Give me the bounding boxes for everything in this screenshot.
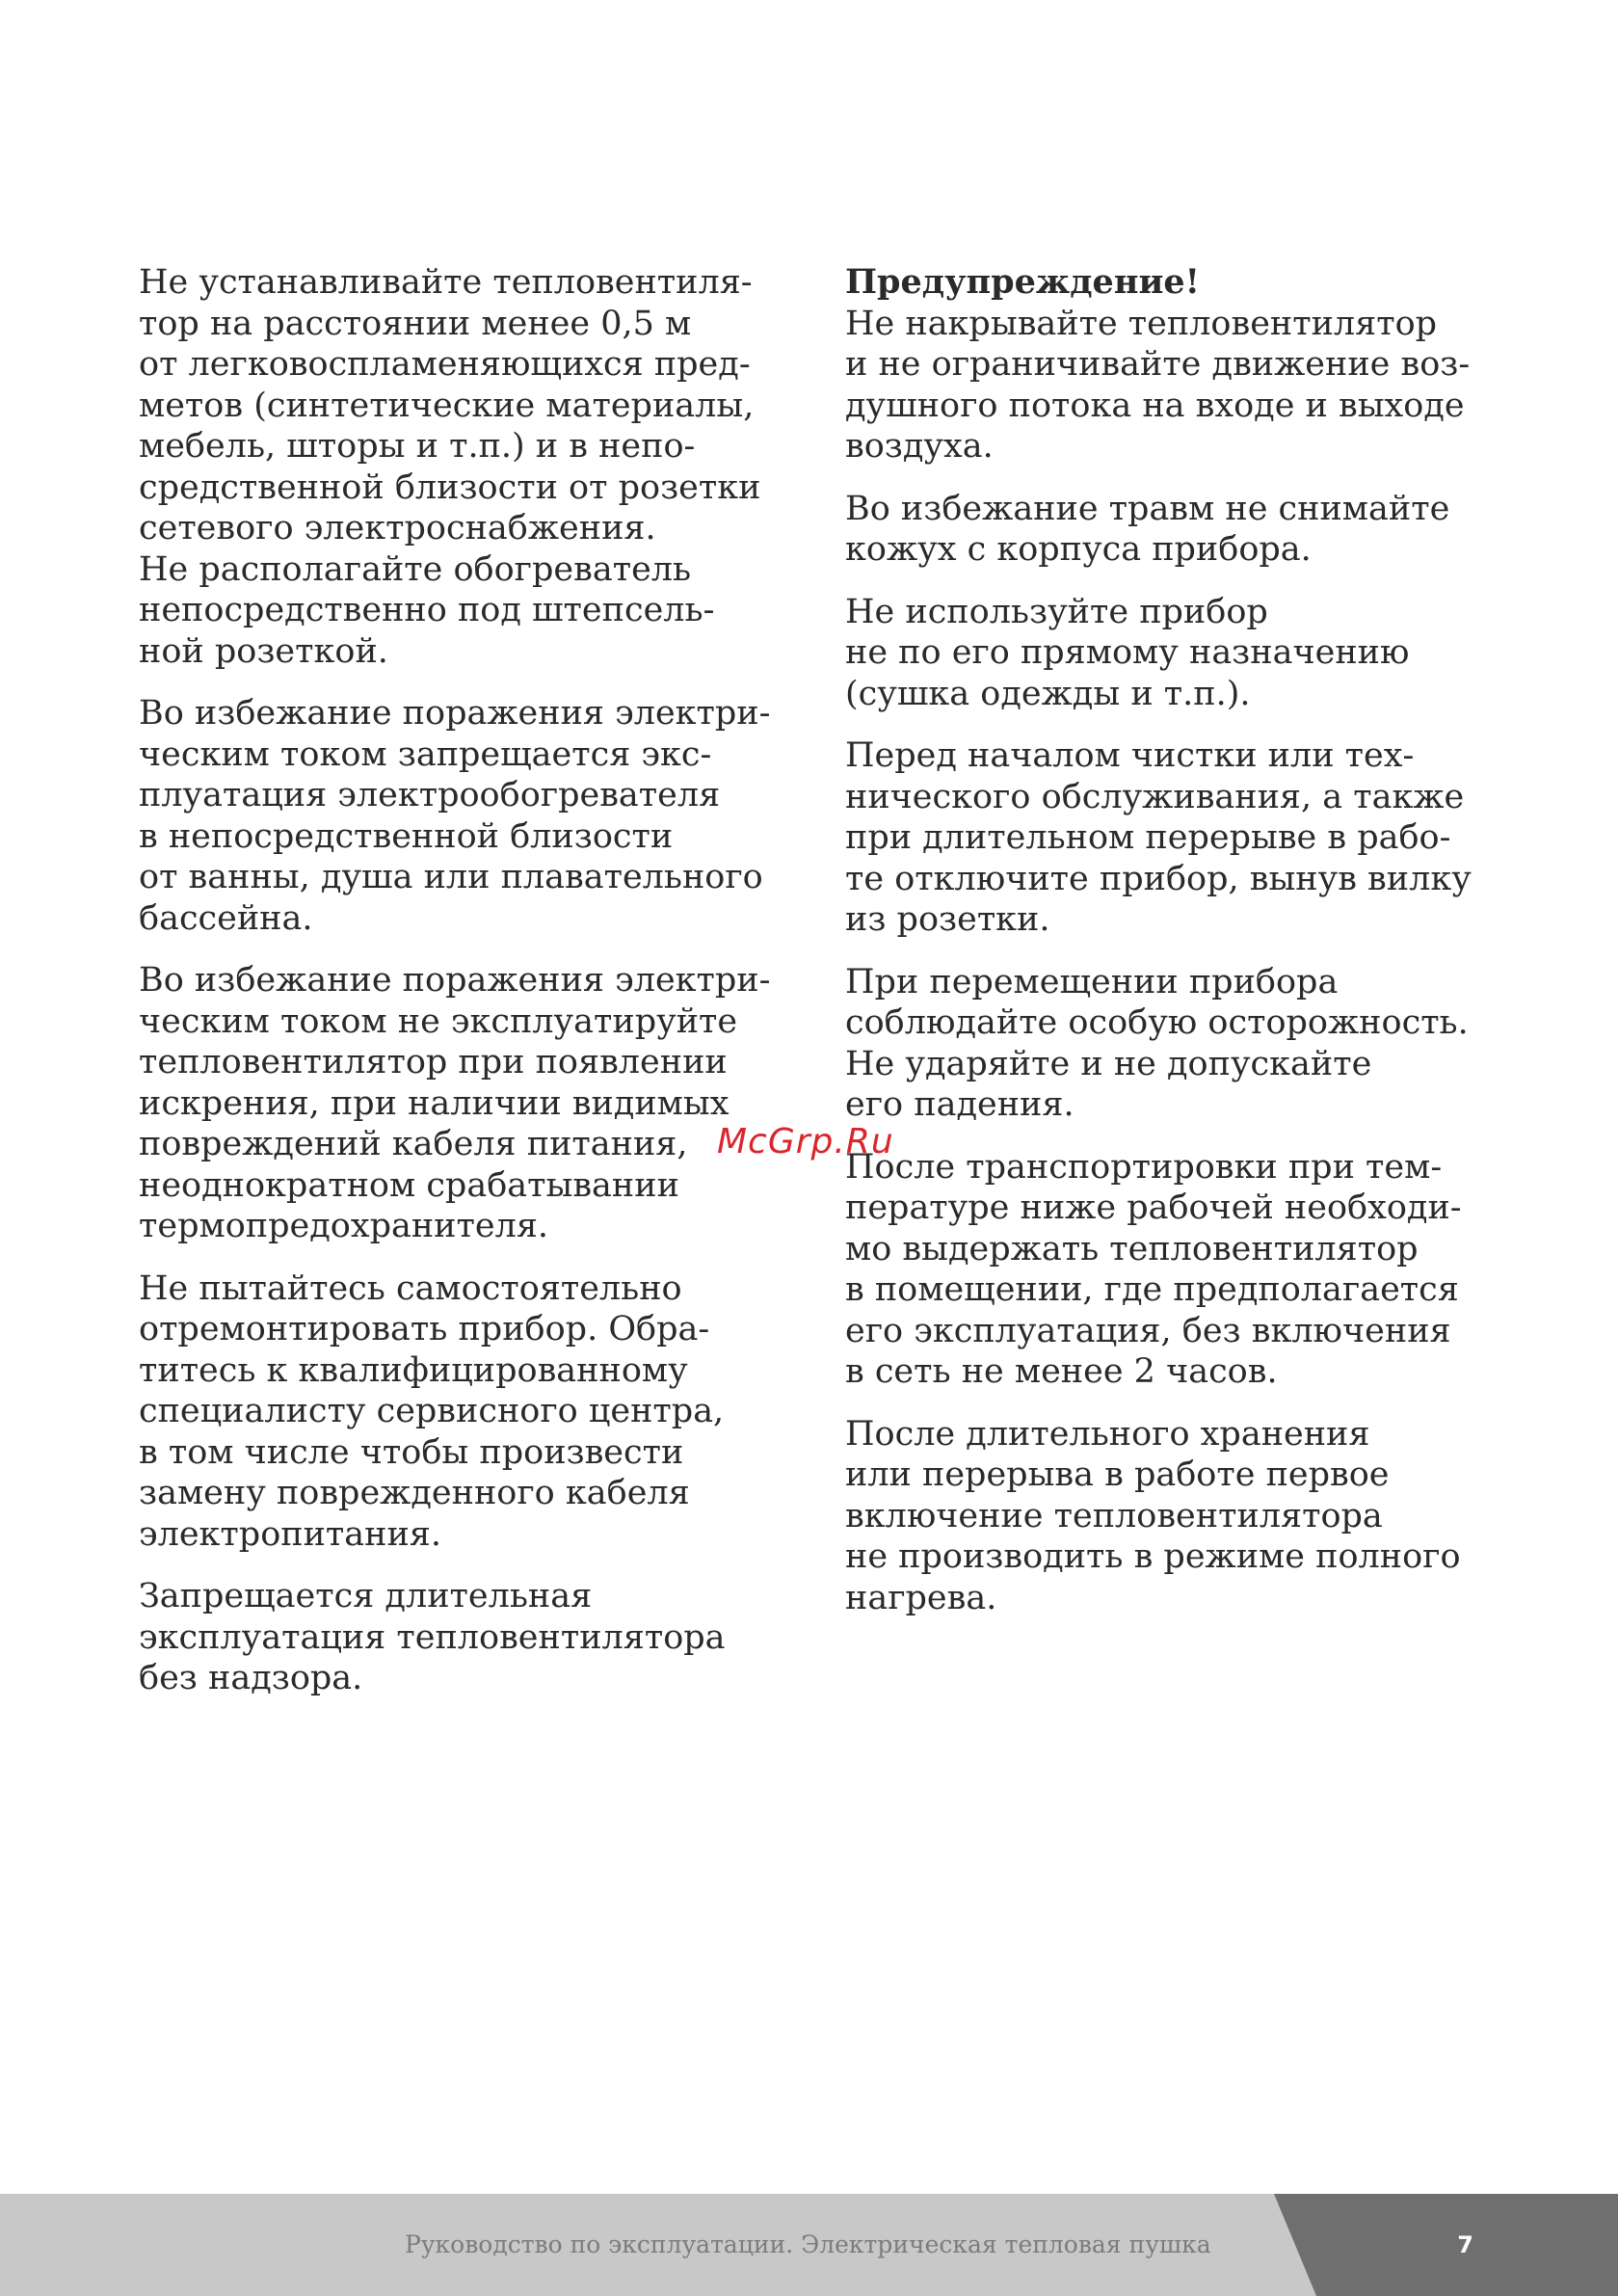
paragraph-repair-warning	[139, 1268, 775, 1556]
paragraph-bathroom-warning	[139, 693, 775, 939]
text-line: нагрева.	[845, 1578, 997, 1617]
text-line: термопредохранителя.	[139, 1207, 549, 1245]
left-column	[139, 262, 775, 1721]
text-line: от ванны, душа или плавательного	[139, 858, 763, 896]
text-line: воздуха.	[845, 427, 994, 466]
text-line: После длительного хранения	[845, 1414, 1370, 1454]
text-line: душного потока на входе и выходе	[845, 386, 1465, 425]
text-line: неоднократном срабатывании	[139, 1165, 679, 1205]
text-line: метов (синтетические материалы,	[139, 386, 755, 425]
text-line: плуатация электрообогревателя	[139, 776, 721, 814]
text-line: из розетки.	[845, 900, 1050, 939]
watermark: McGrp.Ru	[717, 1122, 894, 1161]
paragraph-flammable-distance	[139, 262, 775, 672]
text-line: в помещении, где предполагается	[845, 1270, 1459, 1309]
text-line: в сеть не менее 2 часов.	[845, 1352, 1278, 1391]
text-line: мо выдержать тепловентилятор	[845, 1229, 1419, 1268]
text-line: После транспортировки при тем-	[845, 1147, 1443, 1187]
text-line: Не устанавливайте тепловентиля-	[139, 263, 753, 302]
text-line: Запрещается длительная	[139, 1577, 593, 1615]
paragraph-cover-warning	[845, 262, 1481, 467]
text-line: замену поврежденного кабеля	[139, 1474, 690, 1512]
paragraph-sparking-warning	[139, 960, 775, 1247]
text-line: или перерыва в работе первое	[845, 1455, 1390, 1494]
text-line: мебель, шторы и т.п.) и в непо-	[139, 427, 696, 466]
text-line: включение тепловентилятора	[845, 1496, 1383, 1535]
text-line: эксплуатация тепловентилятора	[139, 1617, 726, 1657]
text-line: Не пытайтесь самостоятельно	[139, 1268, 682, 1308]
text-line: сетевого электроснабжения.	[139, 509, 656, 547]
text-line: средственной близости от розетки	[139, 467, 761, 507]
text-line: Не ударяйте и не допускайте	[845, 1044, 1372, 1083]
text-line: соблюдайте особую осторожность.	[845, 1003, 1469, 1042]
text-line: от легковоспламеняющихся пред-	[139, 345, 751, 384]
text-line: Не накрывайте тепловентилятор	[845, 304, 1438, 343]
paragraph-casing-warning	[845, 489, 1481, 571]
text-line: Во избежание поражения электри-	[139, 694, 771, 733]
text-line: нического обслуживания, а также	[845, 777, 1465, 816]
text-line: ческим током не эксплуатируйте	[139, 1001, 738, 1041]
text-line: в непосредственной близости	[139, 816, 674, 856]
text-line: кожух с корпуса прибора.	[845, 530, 1312, 569]
paragraph-storage-warning	[845, 1414, 1481, 1619]
text-line: электропитания.	[139, 1514, 442, 1554]
warning-heading: Предупреждение!	[845, 262, 1201, 302]
page-footer	[0, 2194, 1618, 2296]
text-line: титесь к квалифицированному	[139, 1350, 688, 1390]
text-line: при длительном перерыве в рабо-	[845, 818, 1451, 857]
text-line: те отключите прибор, вынув вилку	[845, 859, 1472, 898]
text-line: не по его прямому назначению	[845, 633, 1410, 672]
text-line: При перемещении прибора	[845, 962, 1339, 1001]
page-number-tab	[1274, 2194, 1618, 2296]
text-line: ной розеткой.	[139, 631, 388, 671]
text-line: (сушка одежды и т.п.).	[845, 674, 1251, 713]
text-line: искрения, при наличии видимых	[139, 1083, 729, 1123]
paragraph-unattended-warning	[139, 1576, 775, 1699]
text-line: пературе ниже рабочей необходи-	[845, 1188, 1462, 1227]
text-line: тор на расстоянии менее 0,5 м	[139, 304, 692, 343]
text-line: его падения.	[845, 1085, 1074, 1124]
text-line: отремонтировать прибор. Обра-	[139, 1310, 710, 1348]
text-line: тепловентилятор при появлении	[139, 1043, 728, 1081]
right-column	[845, 262, 1481, 1640]
text-line: Перед началом чистки или тех-	[845, 736, 1415, 775]
paragraph-moving-warning	[845, 962, 1481, 1126]
text-line: Не располагайте обогреватель	[139, 549, 692, 589]
text-line: Не используйте прибор	[845, 592, 1268, 631]
text-line: в том числе чтобы произвести	[139, 1432, 684, 1472]
text-line: не производить в режиме полного	[845, 1537, 1461, 1576]
paragraph-purpose-warning	[845, 592, 1481, 715]
text-line: повреждений кабеля питания,	[139, 1125, 688, 1163]
text-line: бассейна.	[139, 898, 313, 938]
paragraph-cleaning-warning	[845, 735, 1481, 941]
text-line: Во избежание травм не снимайте	[845, 489, 1450, 528]
paragraph-transport-warning	[845, 1147, 1481, 1393]
footer-title: Руководство по эксплуатации. Электрическая тепловая пушка	[405, 2230, 1211, 2258]
text-line: ческим током запрещается экс-	[139, 734, 712, 774]
page-number: 7	[1457, 2231, 1473, 2258]
text-line: и не ограничивайте движение воз-	[845, 345, 1471, 384]
text-line: специалисту сервисного центра,	[139, 1392, 725, 1430]
text-line: непосредственно под штепсель-	[139, 591, 715, 629]
text-line: Во избежание поражения электри-	[139, 961, 771, 1000]
text-line: без надзора.	[139, 1659, 363, 1697]
text-line: его эксплуатация, без включения	[845, 1311, 1451, 1350]
